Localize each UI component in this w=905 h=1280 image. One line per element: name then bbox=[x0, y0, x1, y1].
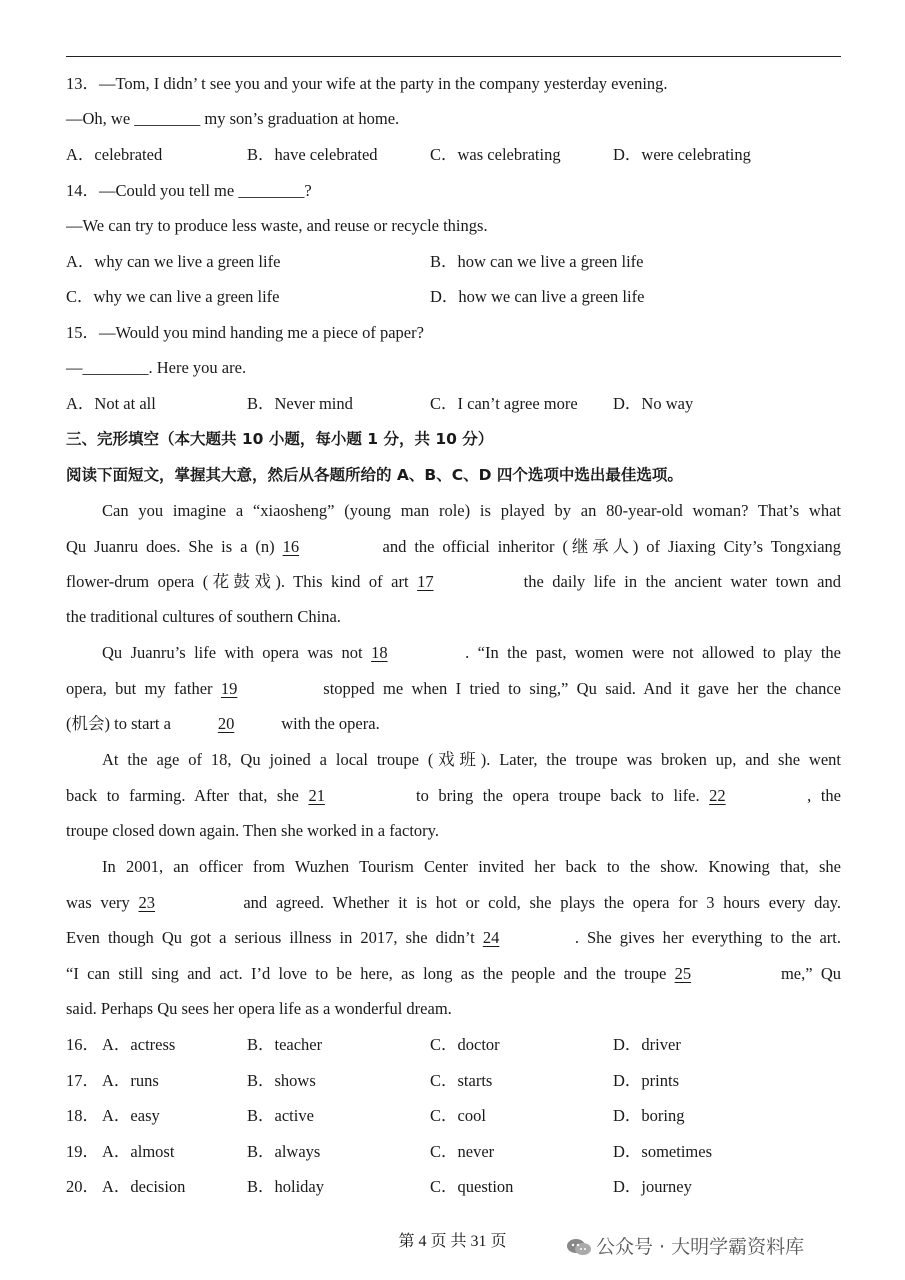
choice-c[interactable]: C．never bbox=[430, 1142, 495, 1161]
passage-p2-line1: Qu Juanru’s life with opera was not 18 . “In the past, women were not allowed to play the bbox=[102, 643, 841, 662]
choice-number: 18． bbox=[66, 1106, 99, 1125]
choice-b[interactable]: B．shows bbox=[247, 1071, 316, 1090]
q13-option-a[interactable]: A．celebrated bbox=[66, 145, 163, 164]
choice-c[interactable]: C．doctor bbox=[430, 1035, 500, 1054]
q13-reply-post: my son’s graduation at home. bbox=[204, 109, 400, 128]
q14-stem-pre: 14．—Could you tell me bbox=[66, 181, 235, 200]
q15-blank: ________ bbox=[82, 358, 149, 377]
blank-20[interactable]: 20 bbox=[217, 714, 235, 733]
q14-option-d[interactable]: D．how we can live a green life bbox=[430, 287, 645, 306]
blank-24[interactable]: 24 bbox=[482, 928, 500, 947]
passage-p2-line2: opera, but my father 19 stopped me when I tried to sing,” Qu said. And it gave her the chance bbox=[66, 679, 841, 698]
choice-d[interactable]: D．prints bbox=[613, 1071, 679, 1090]
passage-p1-line2: Qu Juanru does. She is a (n) 16 and the official inheritor (继承人) of Jiaxing City’s Tongxiang bbox=[66, 537, 841, 556]
blank-17[interactable]: 17 bbox=[417, 572, 434, 591]
passage-p4-line2: was very 23 and agreed. Whether it is hot or cold, she plays the opera for 3 hours every day. bbox=[66, 893, 841, 912]
passage-p4-line3: Even though Qu got a serious illness in 2017, she didn’t 24 . She gives her everything to the art. bbox=[66, 928, 841, 947]
q14-stem-post: ? bbox=[304, 181, 312, 200]
choice-number: 20． bbox=[66, 1177, 99, 1196]
choice-c[interactable]: C．question bbox=[430, 1177, 514, 1196]
blank-19[interactable]: 19 bbox=[220, 679, 238, 698]
choice-d[interactable]: D．journey bbox=[613, 1177, 692, 1196]
choice-a[interactable]: A．decision bbox=[102, 1177, 186, 1196]
passage-p1-line4: the traditional cultures of southern China. bbox=[66, 607, 341, 626]
q14-option-c[interactable]: C．why we can live a green life bbox=[66, 287, 280, 306]
q15-option-c[interactable]: C．I can’t agree more bbox=[430, 394, 578, 413]
blank-22[interactable]: 22 bbox=[709, 786, 726, 805]
choice-c[interactable]: C．starts bbox=[430, 1071, 493, 1090]
section-instruction: 阅读下面短文，掌握其大意，然后从各题所给的 A、B、C、D 四个选项中选出最佳选项。 bbox=[66, 466, 683, 484]
q15-reply-pre: — bbox=[66, 358, 83, 377]
choice-a[interactable]: A．almost bbox=[102, 1142, 175, 1161]
q13-option-d[interactable]: D．were celebrating bbox=[613, 145, 751, 164]
blank-23[interactable]: 23 bbox=[138, 893, 156, 912]
q15-stem: 15．—Would you mind handing me a piece of paper? bbox=[66, 323, 424, 342]
q13-reply-pre: —Oh, we bbox=[66, 109, 131, 128]
q14-reply: —We can try to produce less waste, and reuse or recycle things. bbox=[66, 216, 488, 235]
blank-16[interactable]: 16 bbox=[282, 537, 300, 556]
q13-option-c[interactable]: C．was celebrating bbox=[430, 145, 561, 164]
choice-d[interactable]: D．driver bbox=[613, 1035, 681, 1054]
q14-option-b[interactable]: B．how can we live a green life bbox=[430, 252, 644, 271]
watermark bbox=[566, 1232, 804, 1259]
header-rule bbox=[66, 56, 841, 57]
choice-b[interactable]: B．teacher bbox=[247, 1035, 323, 1054]
choice-a[interactable]: A．runs bbox=[102, 1071, 159, 1090]
choice-c[interactable]: C．cool bbox=[430, 1106, 486, 1125]
blank-21[interactable]: 21 bbox=[308, 786, 325, 805]
blank-18[interactable]: 18 bbox=[371, 643, 388, 662]
choice-b[interactable]: B．holiday bbox=[247, 1177, 324, 1196]
choice-d[interactable]: D．boring bbox=[613, 1106, 685, 1125]
wechat-icon bbox=[566, 1238, 592, 1256]
q14-stem bbox=[66, 181, 312, 201]
passage-p4-line5: said. Perhaps Qu sees her opera life as a wonderful dream. bbox=[66, 999, 452, 1018]
q13-option-b[interactable]: B．have celebrated bbox=[247, 145, 378, 164]
q15-reply-post: . Here you are. bbox=[148, 358, 247, 377]
choice-number: 19． bbox=[66, 1142, 99, 1161]
passage-p1-line1: Can you imagine a “xiaosheng” (young man role) is played by an 80-year-old woman? That’s what bbox=[102, 501, 841, 520]
q15-option-a[interactable]: A．Not at all bbox=[66, 394, 156, 413]
blank-25[interactable]: 25 bbox=[674, 964, 692, 983]
choice-b[interactable]: B．always bbox=[247, 1142, 321, 1161]
section-heading: 三、完形填空（本大题共 10 小题，每小题 1 分，共 10 分） bbox=[66, 430, 494, 448]
q15-option-d[interactable]: D．No way bbox=[613, 394, 694, 413]
q13-blank: ________ bbox=[134, 109, 201, 128]
passage-p4-line1: In 2001, an officer from Wuzhen Tourism Center invited her back to the show. Knowing that, she bbox=[102, 857, 841, 876]
choice-number: 17． bbox=[66, 1071, 99, 1090]
passage-p3-line3: troupe closed down again. Then she worked in a factory. bbox=[66, 821, 439, 840]
q14-option-a[interactable]: A．why can we live a green life bbox=[66, 252, 281, 271]
q14-blank: ________ bbox=[238, 181, 305, 200]
q15-option-b[interactable]: B．Never mind bbox=[247, 394, 353, 413]
passage-p3-line2: back to farming. After that, she 21 to bring the opera troupe back to life. 22 , the bbox=[66, 786, 841, 805]
choice-number: 16． bbox=[66, 1035, 99, 1054]
passage-p2-line3: (机会) to start a 20 with the opera. bbox=[66, 714, 380, 733]
choice-a[interactable]: A．actress bbox=[102, 1035, 176, 1054]
q13-reply bbox=[66, 109, 399, 129]
choice-a[interactable]: A．easy bbox=[102, 1106, 160, 1125]
choice-d[interactable]: D．sometimes bbox=[613, 1142, 712, 1161]
q13-stem: 13．—Tom, I didn’ t see you and your wife at the party in the company yesterday evening. bbox=[66, 74, 668, 93]
watermark-text: 公众号 · 大明学霸资料库 bbox=[596, 1236, 805, 1258]
page-number: 第 4 页 共 31 页 bbox=[398, 1233, 507, 1250]
passage-p1-line3: flower-drum opera (花鼓戏). This kind of art 17 the daily life in the ancient water town and bbox=[66, 572, 841, 591]
q15-reply bbox=[66, 358, 246, 378]
choice-b[interactable]: B．active bbox=[247, 1106, 314, 1125]
passage-p4-line4: “I can still sing and act. I’d love to be here, as long as the people and the troupe 25 me,” Qu bbox=[66, 964, 841, 983]
passage-p3-line1: At the age of 18, Qu joined a local troupe (戏班). Later, the troupe was broken up, and she went bbox=[102, 750, 841, 769]
